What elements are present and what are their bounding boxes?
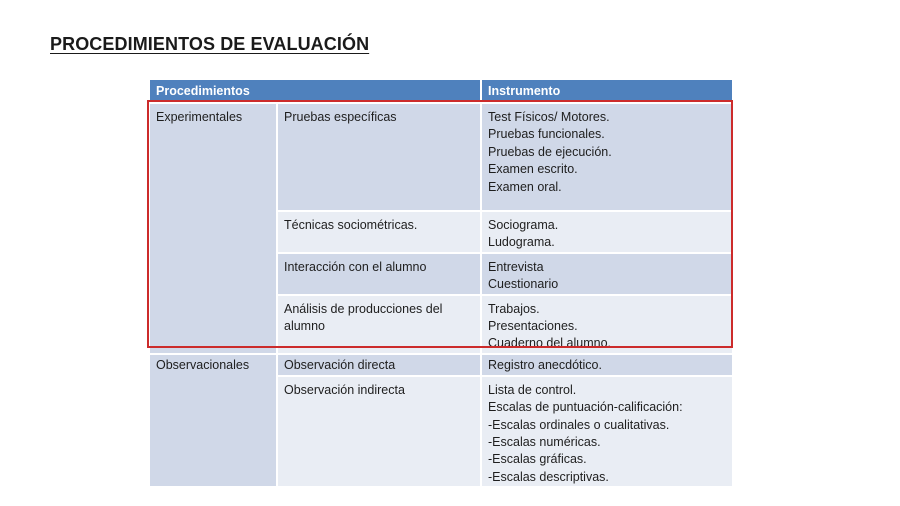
procedure-cell: Interacción con el alumno xyxy=(277,253,481,295)
header-procedimientos: Procedimientos xyxy=(150,80,481,103)
page-title: PROCEDIMIENTOS DE EVALUACIÓN xyxy=(50,34,370,54)
instrument-item: Sociograma. xyxy=(488,218,559,232)
category-cell: Observacionales xyxy=(150,354,277,487)
instrument-item: Pruebas de ejecución. xyxy=(488,144,612,159)
instrument-item: Cuestionario xyxy=(488,277,559,292)
instrument-item: Lista de control. xyxy=(488,382,577,397)
instrument-item: Cuaderno del alumno. xyxy=(488,336,611,351)
instrument-item: Registro anecdótico. xyxy=(488,357,602,372)
instrument-item: -Escalas gráficas. xyxy=(488,452,587,467)
instrument-item: -Escalas ordinales o cualitativas. xyxy=(488,417,670,432)
instrument-item: Entrevista xyxy=(488,259,544,274)
instrument-item: Examen escrito. xyxy=(488,162,578,177)
category-cell: Experimentales xyxy=(150,103,277,354)
instrument-item: Escalas de puntuación-calificación: xyxy=(488,400,683,415)
instrument-item: -Escalas numéricas. xyxy=(488,435,601,450)
instrument-item: Presentaciones. xyxy=(488,319,578,334)
procedure-cell: Observación directa xyxy=(277,354,481,376)
highlight-box xyxy=(147,100,733,348)
procedure-cell: Pruebas específicas xyxy=(277,103,481,211)
instrument-item: Ludograma. xyxy=(488,235,555,250)
instrument-item: Pruebas funcionales. xyxy=(488,127,605,142)
procedure-cell: Análisis de producciones del alumno xyxy=(277,295,481,354)
instrument-item: Examen oral. xyxy=(488,179,562,194)
procedure-cell: Técnicas sociométricas. xyxy=(277,211,481,253)
instrument-cell xyxy=(481,354,733,376)
instrument-cell xyxy=(481,376,733,487)
table-row xyxy=(150,354,733,376)
instrument-item: Test Físicos/ Motores. xyxy=(488,110,610,124)
instrument-item: -Escalas descriptivas. xyxy=(488,469,609,484)
instrument-item: Trabajos. xyxy=(488,301,540,316)
header-instrumento: Instrumento xyxy=(481,80,733,103)
procedure-cell: Observación indirecta xyxy=(277,376,481,487)
